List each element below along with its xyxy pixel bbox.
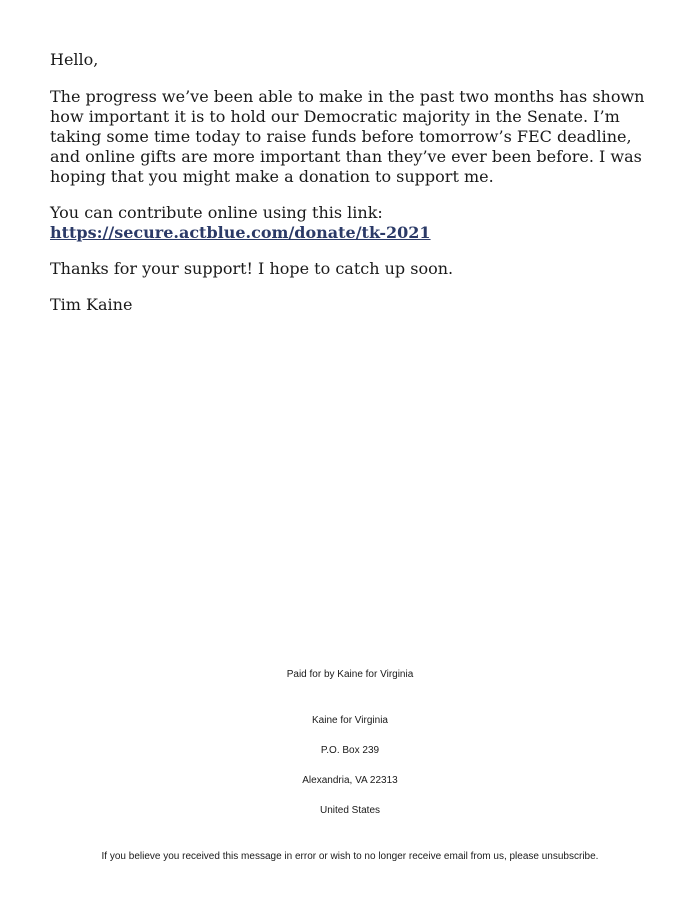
body-paragraph: The progress we’ve been able to make in the past two months has shown how important it is to hold our Democratic majority in the Senate. I’m taking some time today to raise funds before tomorrow’s FEC deadline, and online gifts are more important than they’ve ever been before. I was hoping that you might make a donation to support me. [50,87,645,186]
thanks-paragraph: Thanks for your support! I hope to catch up soon. [50,259,454,278]
unsubscribe-notice[interactable]: If you believe you received this message in error or wish to no longer receive email from us, please unsubscribe. [101,851,599,862]
footer-city-state-zip: Alexandria, VA 22313 [302,775,398,786]
greeting: Hello, [50,50,99,69]
contribute-text: You can contribute online using this link: [50,203,383,222]
footer-country: United States [319,805,381,816]
footer-po-box: P.O. Box 239 [320,745,380,756]
donate-link[interactable]: https://secure.actblue.com/donate/tk-2021 [50,223,431,242]
footer-org-name: Kaine for Virginia [312,715,388,726]
paid-for-disclaimer: Paid for by Kaine for Virginia [286,669,414,680]
signature: Tim Kaine [50,295,133,314]
